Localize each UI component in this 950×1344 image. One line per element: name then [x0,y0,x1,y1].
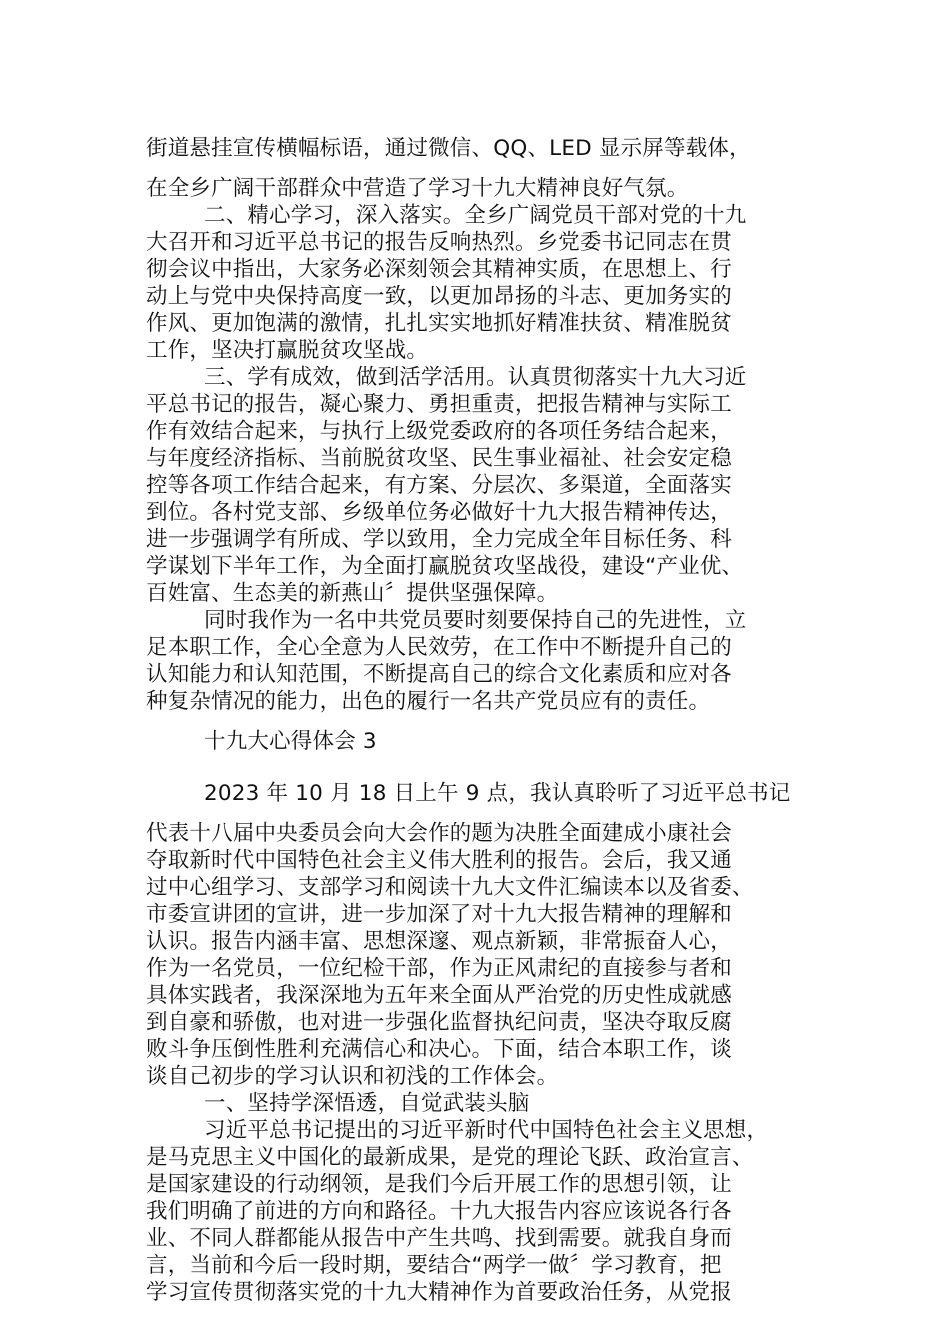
body-text-line: 业、不同人群都能从报告中产生共鸣、找到需要。就我自身而 [146,1226,732,1251]
body-text-line: 作有效结合起来，与执行上级党委政府的各项任务结合起来， [146,419,732,444]
body-text-line: 到自豪和骄傲，也对进一步强化监督执纪问责，坚决夺取反腐 [146,1010,732,1035]
body-text-line: 动上与党中央保持高度一致，以更加昂扬的斗志、更加务实的 [146,284,732,309]
body-text-line: 与年度经济指标、当前脱贫攻坚、民生事业福祉、社会安定稳 [146,446,732,471]
body-text-line: 彻会议中指出，大家务必深刻领会其精神实质，在思想上、行 [146,257,732,282]
paragraph-start: 同时我作为一名中共党员要时刻要保持自己的先进性，立 [204,608,747,633]
body-text-line: 大召开和习近平总书记的报告反响热烈。乡党委书记同志在贯 [146,230,732,255]
paragraph-heading-2: 二、精心学习，深入落实。全乡广阔党员干部对党的十九 [204,203,747,228]
body-text-line: 代表十八届中央委员会向大会作的题为决胜全面建成小康社会 [146,821,732,846]
body-text-line: 市委宣讲团的宣讲，进一步加深了对十九大报告精神的理解和 [146,902,732,927]
body-text-line: 种复杂情况的能力，出色的履行一名共产党员应有的责任。 [146,689,711,714]
body-text-line: 在全乡广阔干部群众中营造了学习十九大精神良好气氛。 [146,176,689,201]
paragraph-heading-3: 三、学有成效，做到活学活用。认真贯彻落实十九大习近 [204,365,747,390]
body-text-line: 我们明确了前进的方向和路径。十九大报告内容应该说各行各 [146,1199,732,1224]
paragraph-start: 2023 年 10 月 18 日上午 9 点，我认真聆听了习近平总书记 [204,781,791,806]
body-text-line: 街道悬挂宣传横幅标语，通过微信、QQ、LED 显示屏等载体， [146,136,751,161]
body-text-line: 具体实践者，我深深地为五年来全面从严治党的历史性成就感 [146,983,732,1008]
body-text-line: 认识。报告内涵丰富、思想深邃、观点新颖，非常振奋人心， [146,929,732,954]
body-text-line: 夺取新时代中国特色社会主义伟大胜利的报告。会后，我又通 [146,848,732,873]
body-text-line: 作为一名党员，一位纪检干部，作为正风肃纪的直接参与者和 [146,956,732,981]
body-text-line: 是马克思主义中国化的最新成果，是党的理论飞跃、政治宣言、 [146,1145,754,1170]
body-text-line: 百姓富、生态美的新燕山〞提供坚强保障。 [146,581,559,606]
body-text-line: 作风、更加饱满的激情，扎扎实实地抓好精准扶贫、精准脱贫 [146,311,732,336]
body-text-line: 工作，坚决打赢脱贫攻坚战。 [146,338,429,363]
body-text-line: 足本职工作，全心全意为人民效劳，在工作中不断提升自己的 [146,635,732,660]
body-text-line: 进一步强调学有所成、学以致用，全力完成全年目标任务、科 [146,527,732,552]
paragraph-start: 习近平总书记提出的习近平新时代中国特色社会主义思想， [204,1118,769,1143]
body-text-line: 过中心组学习、支部学习和阅读十九大文件汇编读本以及省委、 [146,875,754,900]
body-text-line: 谈自己初步的学习认识和初浅的工作体会。 [146,1064,559,1089]
body-text-line: 败斗争压倒性胜利充满信心和决心。下面，结合本职工作，谈 [146,1037,732,1062]
body-text-line: 是国家建设的行动纲领，是我们今后开展工作的思想引领，让 [146,1172,732,1197]
body-text-line: 言，当前和今后一段时期，要结合“两学一做〞学习教育，把 [146,1253,722,1278]
body-text-line: 学谋划下半年工作，为全面打赢脱贫攻坚战役，建设“产业优、 [146,554,744,579]
body-text-line: 到位。各村党支部、乡级单位务必做好十九大报告精神传达， [146,500,732,525]
subsection-heading: 一、坚持学深悟透，自觉武装头脑 [204,1091,530,1116]
body-text-line: 学习宣传贯彻落实党的十九大精神作为首要政治任务，从党报 [146,1280,732,1305]
body-text-line: 平总书记的报告，凝心聚力、勇担重责，把报告精神与实际工 [146,392,732,417]
body-text-line: 控等各项工作结合起来，有方案、分层次、多渠道，全面落实 [146,473,732,498]
body-text-line: 认知能力和认知范围，不断提高自己的综合文化素质和应对各 [146,662,732,687]
section-title: 十九大心得体会 3 [204,729,377,754]
